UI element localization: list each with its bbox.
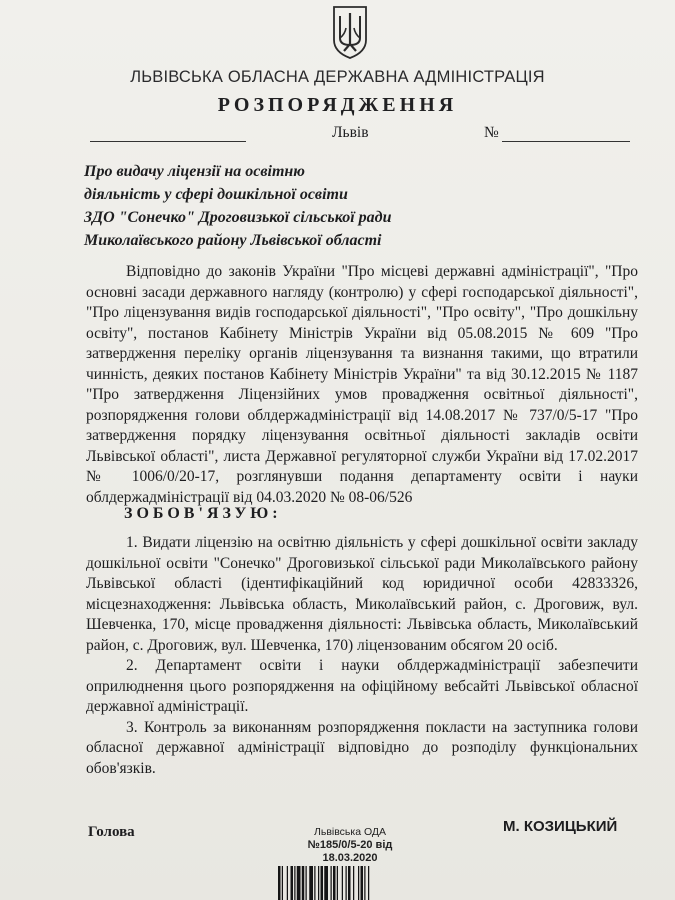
registration-stamp — [280, 826, 420, 865]
barcode-bar — [318, 866, 319, 900]
signatory-name: М. КОЗИЦЬКИЙ — [503, 818, 618, 835]
document-type: РОЗПОРЯДЖЕННЯ — [217, 94, 458, 116]
barcode-bar — [287, 866, 288, 900]
decision-item: 1. Видати ліцензію на освітню діяльність у сфері дошкільної освіти закладу дошкільної освіти "Сонечко" Дроговизької сільської ради Миколаївського району Львівської області (ідентифікаційний код юридичної особи 42833326, місцезнаходження: Львівська область, Миколаївський район, с. Дроговиж, вул. Шевченка, 170, місце провадження діяльності: Львівська область, Миколаївський район, с. Дроговиж, вул. Шевченка, 170) ліцензованим обсягом 20 осіб. — [86, 534, 638, 654]
stamp-number: №185/0/5-20 від — [307, 839, 393, 851]
tryzub-coat-of-arms-icon — [331, 4, 369, 60]
title-line: ЗДО "Сонечко" Дроговизької сільської ради — [84, 209, 392, 226]
barcode-bar — [368, 866, 369, 900]
barcode-bar — [297, 866, 301, 900]
barcode-bar — [333, 866, 336, 900]
barcode — [276, 866, 426, 900]
title-line: діяльність у сфері дошкільної освіти — [84, 186, 348, 203]
barcode-bar — [353, 866, 354, 900]
number-label: № — [484, 124, 499, 141]
decision-heading: ЗОБОВ'ЯЗУЮ: — [124, 505, 282, 522]
barcode-bar — [314, 866, 315, 900]
barcode-bar — [346, 866, 347, 900]
barcode-bar — [282, 866, 283, 900]
barcode-bar — [309, 866, 313, 900]
barcode-bar — [331, 866, 332, 900]
title-line: Миколаївського району Львівської області — [84, 232, 382, 249]
barcode-bar — [302, 866, 305, 900]
barcode-bar — [342, 866, 343, 900]
barcode-bar — [321, 866, 324, 900]
date-blank-line — [90, 141, 246, 142]
signatory-position: Голова — [88, 824, 135, 840]
barcode-bar — [348, 866, 351, 900]
city: Львів — [332, 124, 369, 141]
stamp-date: 18.03.2020 — [322, 852, 378, 864]
preamble-paragraph: Відповідно до законів України "Про місцеві державні адміністрації", "Про основні засади державного нагляду (контролю) у сфері господарської діяльності", "Про ліцензування видів господарської діяльності", "Про освіту", "Про дошкільну освіту", постанов Кабінету Міністрів України від 05.08.2015 № 609 "Про затвердження переліку органів ліцензування та визнання такими, що втратили чинність, деяких постанов Кабінету Міністрів України" та від 30.12.2015 № 1187 "Про затвердження Ліцензійних умов провадження освітньої діяльності", розпорядження голови облдержадміністрації від 14.08.2017 № 737/0/5-17 "Про затвердження порядку ліцензування освітньої діяльності закладів освіти Львівської області", листа Державної регуляторної служби України від 17.02.2017 № 1006/0/20-17, розглянувши подання департаменту освіти і науки облдержадміністрації від 04.03.2020 № 08-06/526 — [86, 263, 638, 506]
stamp-office: Львівська ОДА — [313, 826, 387, 838]
barcode-bar — [294, 866, 295, 900]
number-blank-line — [502, 141, 630, 142]
barcode-bar — [337, 866, 338, 900]
barcode-bar — [364, 866, 365, 900]
barcode-bar — [324, 866, 328, 900]
decision-items — [86, 533, 638, 779]
organization-name: ЛЬВІВСЬКА ОБЛАСНА ДЕРЖАВНА АДМІНІСТРАЦІЯ — [130, 68, 545, 86]
barcode-bar — [358, 866, 359, 900]
decision-item: 3. Контроль за виконанням розпорядження покласти на заступника голови обласної державної адміністрації відповідно до розподілу функціональних обов'язків. — [86, 718, 638, 777]
barcode-bar — [361, 866, 364, 900]
barcode-bar — [291, 866, 294, 900]
document-title — [84, 160, 484, 252]
title-line: Про видачу ліцензії на освітню — [84, 163, 305, 180]
decision-item: 2. Департамент освіти і науки облдержадміністрації забезпечити оприлюднення цього розпорядження на офіційному вебсайті Львівської обласної державної адміністрації. — [86, 657, 638, 715]
barcode-bar — [306, 866, 307, 900]
barcode-bar — [278, 866, 281, 900]
